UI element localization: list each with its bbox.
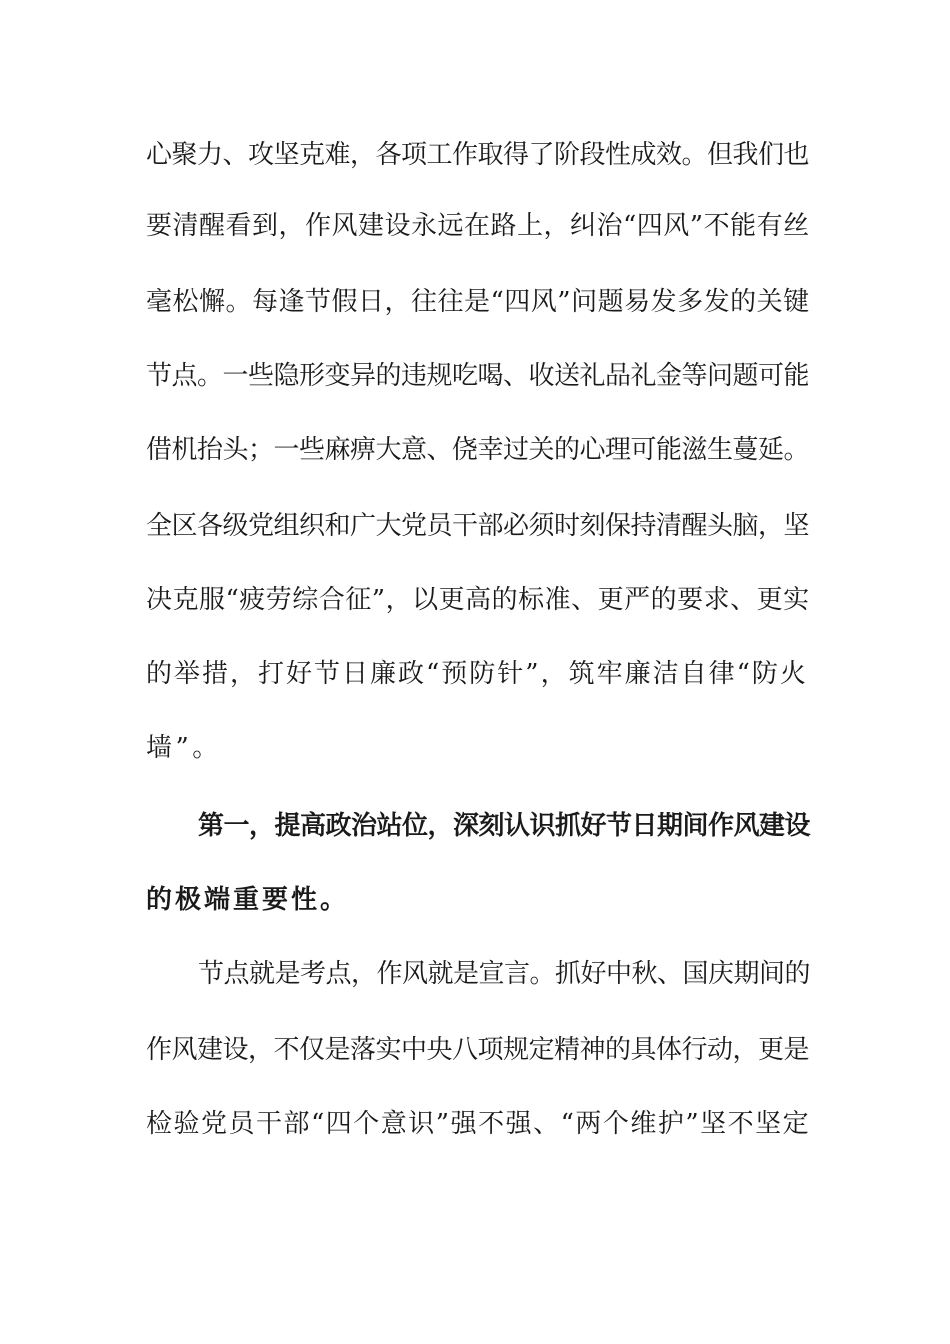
paragraph-line: 决克服“疲劳综合征”，以更高的标准、更严的要求、更实	[146, 585, 810, 615]
paragraph-line: 节点。一些隐形变异的违规吃喝、收送礼品礼金等问题可能	[146, 361, 810, 391]
paragraph-line: 作风建设，不仅是落实中央八项规定精神的具体行动，更是	[146, 1035, 810, 1065]
paragraph-line: 检验党员干部“四个意识”强不强、“两个维护”坚不坚定	[146, 1109, 811, 1139]
paragraph-line: 心聚力、攻坚克难，各项工作取得了阶段性成效。但我们也	[146, 140, 810, 170]
paragraph-line: 毫松懈。每逢节假日，往往是“四风”问题易发多发的关键	[146, 287, 810, 317]
paragraph-line: 墙”。	[146, 733, 222, 763]
heading-line: 第一，提高政治站位，深刻认识抓好节日期间作风建设	[198, 811, 811, 841]
heading-line: 的极端重要性。	[146, 885, 350, 915]
paragraph-line: 全区各级党组织和广大党员干部必须时刻保持清醒头脑，坚	[146, 511, 810, 541]
paragraph-line: 借机抬头；一些麻痹大意、侥幸过关的心理可能滋生蔓延。	[146, 435, 810, 465]
paragraph-line: 节点就是考点，作风就是宣言。抓好中秋、国庆期间的	[198, 959, 811, 989]
paragraph-line: 要清醒看到，作风建设永远在路上，纠治“四风”不能有丝	[146, 211, 810, 241]
paragraph-line: 的举措，打好节日廉政“预防针”，筑牢廉洁自律“防火	[146, 659, 808, 689]
